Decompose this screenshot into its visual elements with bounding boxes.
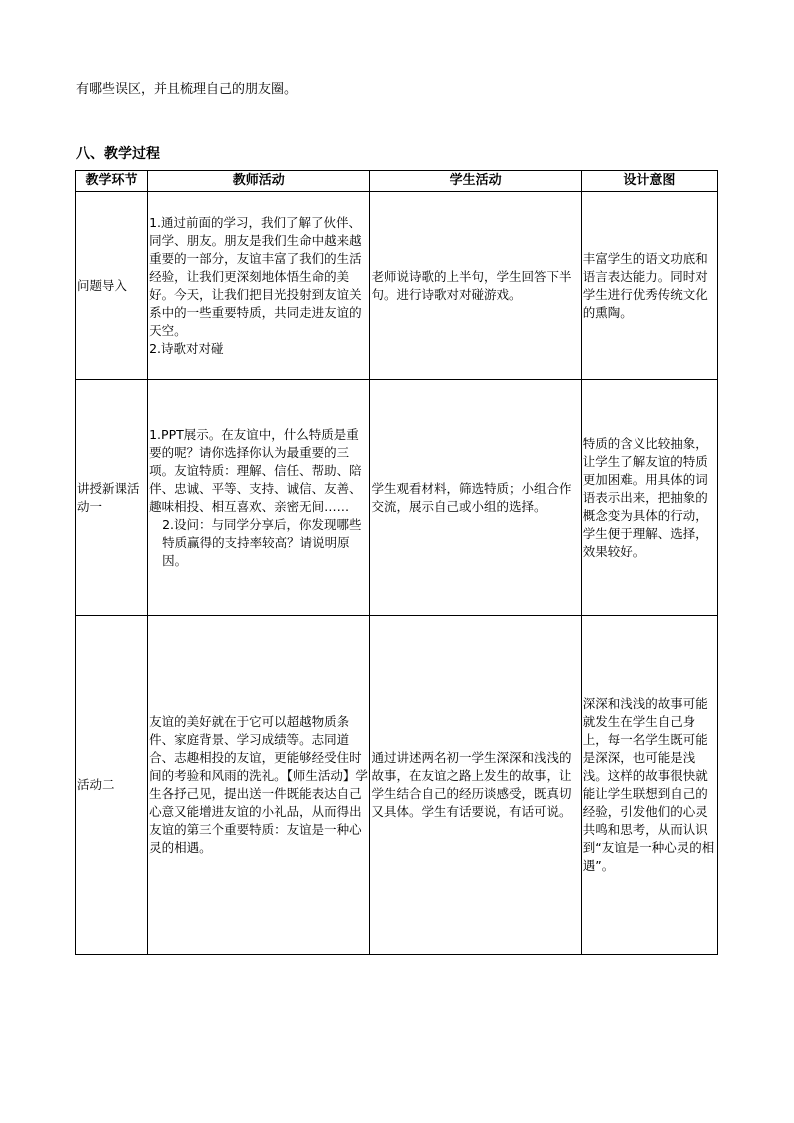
cell-stage: 问题导入 — [76, 192, 148, 380]
teaching-process-table — [75, 170, 718, 955]
cell-student-activity: 学生观看材料，筛选特质；小组合作交流，展示自己或小组的选择。 — [370, 380, 581, 616]
cell-teacher-activity — [148, 192, 370, 380]
table-row — [76, 616, 718, 955]
header-stage: 教学环节 — [76, 171, 148, 192]
teacher-paragraph: 1.通过前面的学习，我们了解了伙伴、同学、朋友。朋友是我们生命中越来越重要的一部分，友谊丰富了我们的生活经验，让我们更深刻地体悟生命的美好。今天，让我们把目光投射到友谊关系中的一些重要特质，共同走进友谊的天空。 — [149, 214, 362, 338]
teacher-paragraph: 2.设问：与同学分享后，你发现哪些特质赢得的支持率较高？请说明原因。 — [162, 516, 362, 568]
header-teacher-activity: 教师活动 — [148, 171, 370, 192]
cell-stage: 活动二 — [76, 616, 148, 955]
header-design-intent: 设计意图 — [581, 171, 717, 192]
cell-design-intent: 特质的含义比较抽象，让学生了解友谊的特质更加困难。用具体的词语表示出来，把抽象的概念变为具体的行动，学生便于理解、选择，效果较好。 — [581, 380, 717, 616]
table-row — [76, 192, 718, 380]
cell-student-activity: 通过讲述两名初一学生深深和浅浅的故事，在友谊之路上发生的故事，让学生结合自己的经历谈感受，既真切又具体。学生有话要说，有话可说。 — [370, 616, 581, 955]
table-row — [76, 380, 718, 616]
cell-teacher-activity — [148, 616, 370, 955]
teacher-paragraph: 1.PPT展示。在友谊中，什么特质是重要的呢？请你选择你认为最重要的三项。友谊特质：理解、信任、帮助、陪伴、忠诚、平等、支持、诚信、友善、趣味相投、相互喜欢、亲密无间…… — [149, 426, 362, 514]
cell-design-intent: 深深和浅浅的故事可能就发生在学生自己身上，每一名学生既可能是深深，也可能是浅浅。这样的故事很快就能让学生联想到自己的经验，引发他们的心灵共鸣和思考，从而认识到“友谊是一种心灵的相遇”。 — [581, 616, 717, 955]
section-title: 八、教学过程 — [76, 146, 160, 162]
intro-line: 有哪些误区，并且梳理自己的朋友圈。 — [76, 82, 298, 97]
header-student-activity: 学生活动 — [370, 171, 581, 192]
cell-student-activity: 老师说诗歌的上半句，学生回答下半句。进行诗歌对对碰游戏。 — [370, 192, 581, 380]
cell-design-intent: 丰富学生的语文功底和语言表达能力。同时对学生进行优秀传统文化的熏陶。 — [581, 192, 717, 380]
teacher-paragraph: 2.诗歌对对碰 — [149, 340, 224, 356]
cell-stage: 讲授新课活动一 — [76, 380, 148, 616]
teacher-paragraph: 友谊的美好就在于它可以超越物质条件、家庭背景、学习成绩等。志同道合、志趣相投的友谊，更能够经受住时间的考验和风雨的洗礼。【师生活动】学生各抒己见，提出送一件既能表达自己心意又能增进友谊的小礼品，从而得出友谊的第三个重要特质：友谊是一种心灵的相遇。 — [149, 714, 368, 855]
cell-teacher-activity — [148, 380, 370, 616]
table-header-row — [76, 171, 718, 192]
